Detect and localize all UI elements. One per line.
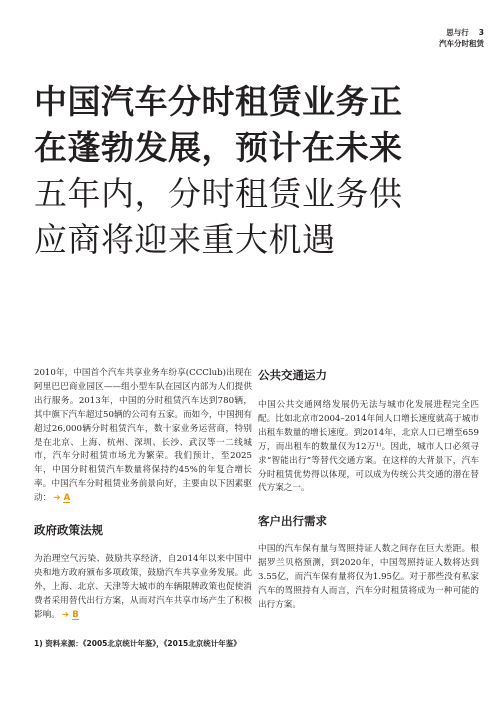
ref-tag-a: A xyxy=(63,493,71,504)
arrow-ref-a[interactable] xyxy=(53,493,70,503)
intro-text: 2010年，中国首个汽车共享业务车纷享(CCClub)出现在阿里巴巴商业园区——组小型车队在园区内部为人们提供出行服务。2013年，中国的分时租赁汽车达到780辆，其中旗下汽车超过50辆的公司有五家。而如今，中国拥有超过26,000辆分时租赁汽车，数十家业务运营商，特别是在北京、上海、杭州、深圳、长沙、武汉等一二线城市，汽车分时租赁市场尤为繁荣。我们预计，至2025年，中国分时租赁汽车数量将保持约45%的年复合增长率。中国汽车分时租赁业务前景向好，主要由以下因素驱动： xyxy=(34,368,252,504)
policy-heading: 政府政策法规 xyxy=(34,523,103,538)
header-brand: 思与行 xyxy=(446,28,469,37)
arrow-ref-b[interactable] xyxy=(62,610,79,620)
intro-paragraph xyxy=(34,367,252,506)
transit-paragraph: 中国公共交通网络发展仍无法与城市化发展进程完全匹配。比如北京市2004–2014年间人口增长速度就高于城市出租车数量的增长速度。到2014年，北京人口已增至659万，而出租车的数量仅为12万¹⁾。因此，城市人口必须寻求“智能出行”等替代交通方案。在这样的大背景下，汽车分时租赁优势得以体现，可以成为传统公共交通的潜在替代方案之一。 xyxy=(258,400,479,494)
running-header xyxy=(439,27,484,49)
header-section: 汽车分时租赁 xyxy=(439,39,484,48)
footnote: 1) 资料来源：《2005北京统计年鉴》，《2015北京统计年鉴》 xyxy=(34,639,241,648)
transit-heading: 公共交通运力 xyxy=(258,368,327,382)
arrow-right-icon: ➔ xyxy=(61,609,69,620)
ref-tag-b: B xyxy=(72,609,79,620)
title-line-2: 在蓬勃发展，预计在未来 xyxy=(34,128,403,167)
left-column xyxy=(34,367,252,623)
arrow-right-icon: ➔ xyxy=(53,493,61,504)
demand-heading: 客户出行需求 xyxy=(258,514,327,529)
page-number: 3 xyxy=(478,28,484,37)
page-title xyxy=(34,79,474,263)
demand-paragraph: 中国的汽车保有量与驾照持证人数之间存在巨大差距。根据罗兰贝格预测，到2020年，中国驾照持证人数将达到3.55亿，而汽车保有量将仅为1.95亿。对于那些没有私家汽车的驾照持有人而言，汽车分时租赁将成为一种可能的出行方案。 xyxy=(258,544,479,610)
policy-paragraph xyxy=(34,553,252,623)
title-line-4: 应商将迎来重大机遇 xyxy=(34,220,336,259)
title-line-3: 五年内，分时租赁业务供 xyxy=(34,174,403,213)
policy-text: 为治理空气污染、鼓励共享经济，自2014年以来中国中央和地方政府颁布多项政策，鼓励汽车共享业务发展。此外，上海、北京、天津等大城市的车辆限牌政策也促使消费者采用替代出行方案，从而对汽车共享市场产生了积极影响。 xyxy=(34,554,252,620)
right-column xyxy=(258,367,479,613)
title-line-1: 中国汽车分时租赁业务正 xyxy=(34,82,403,121)
